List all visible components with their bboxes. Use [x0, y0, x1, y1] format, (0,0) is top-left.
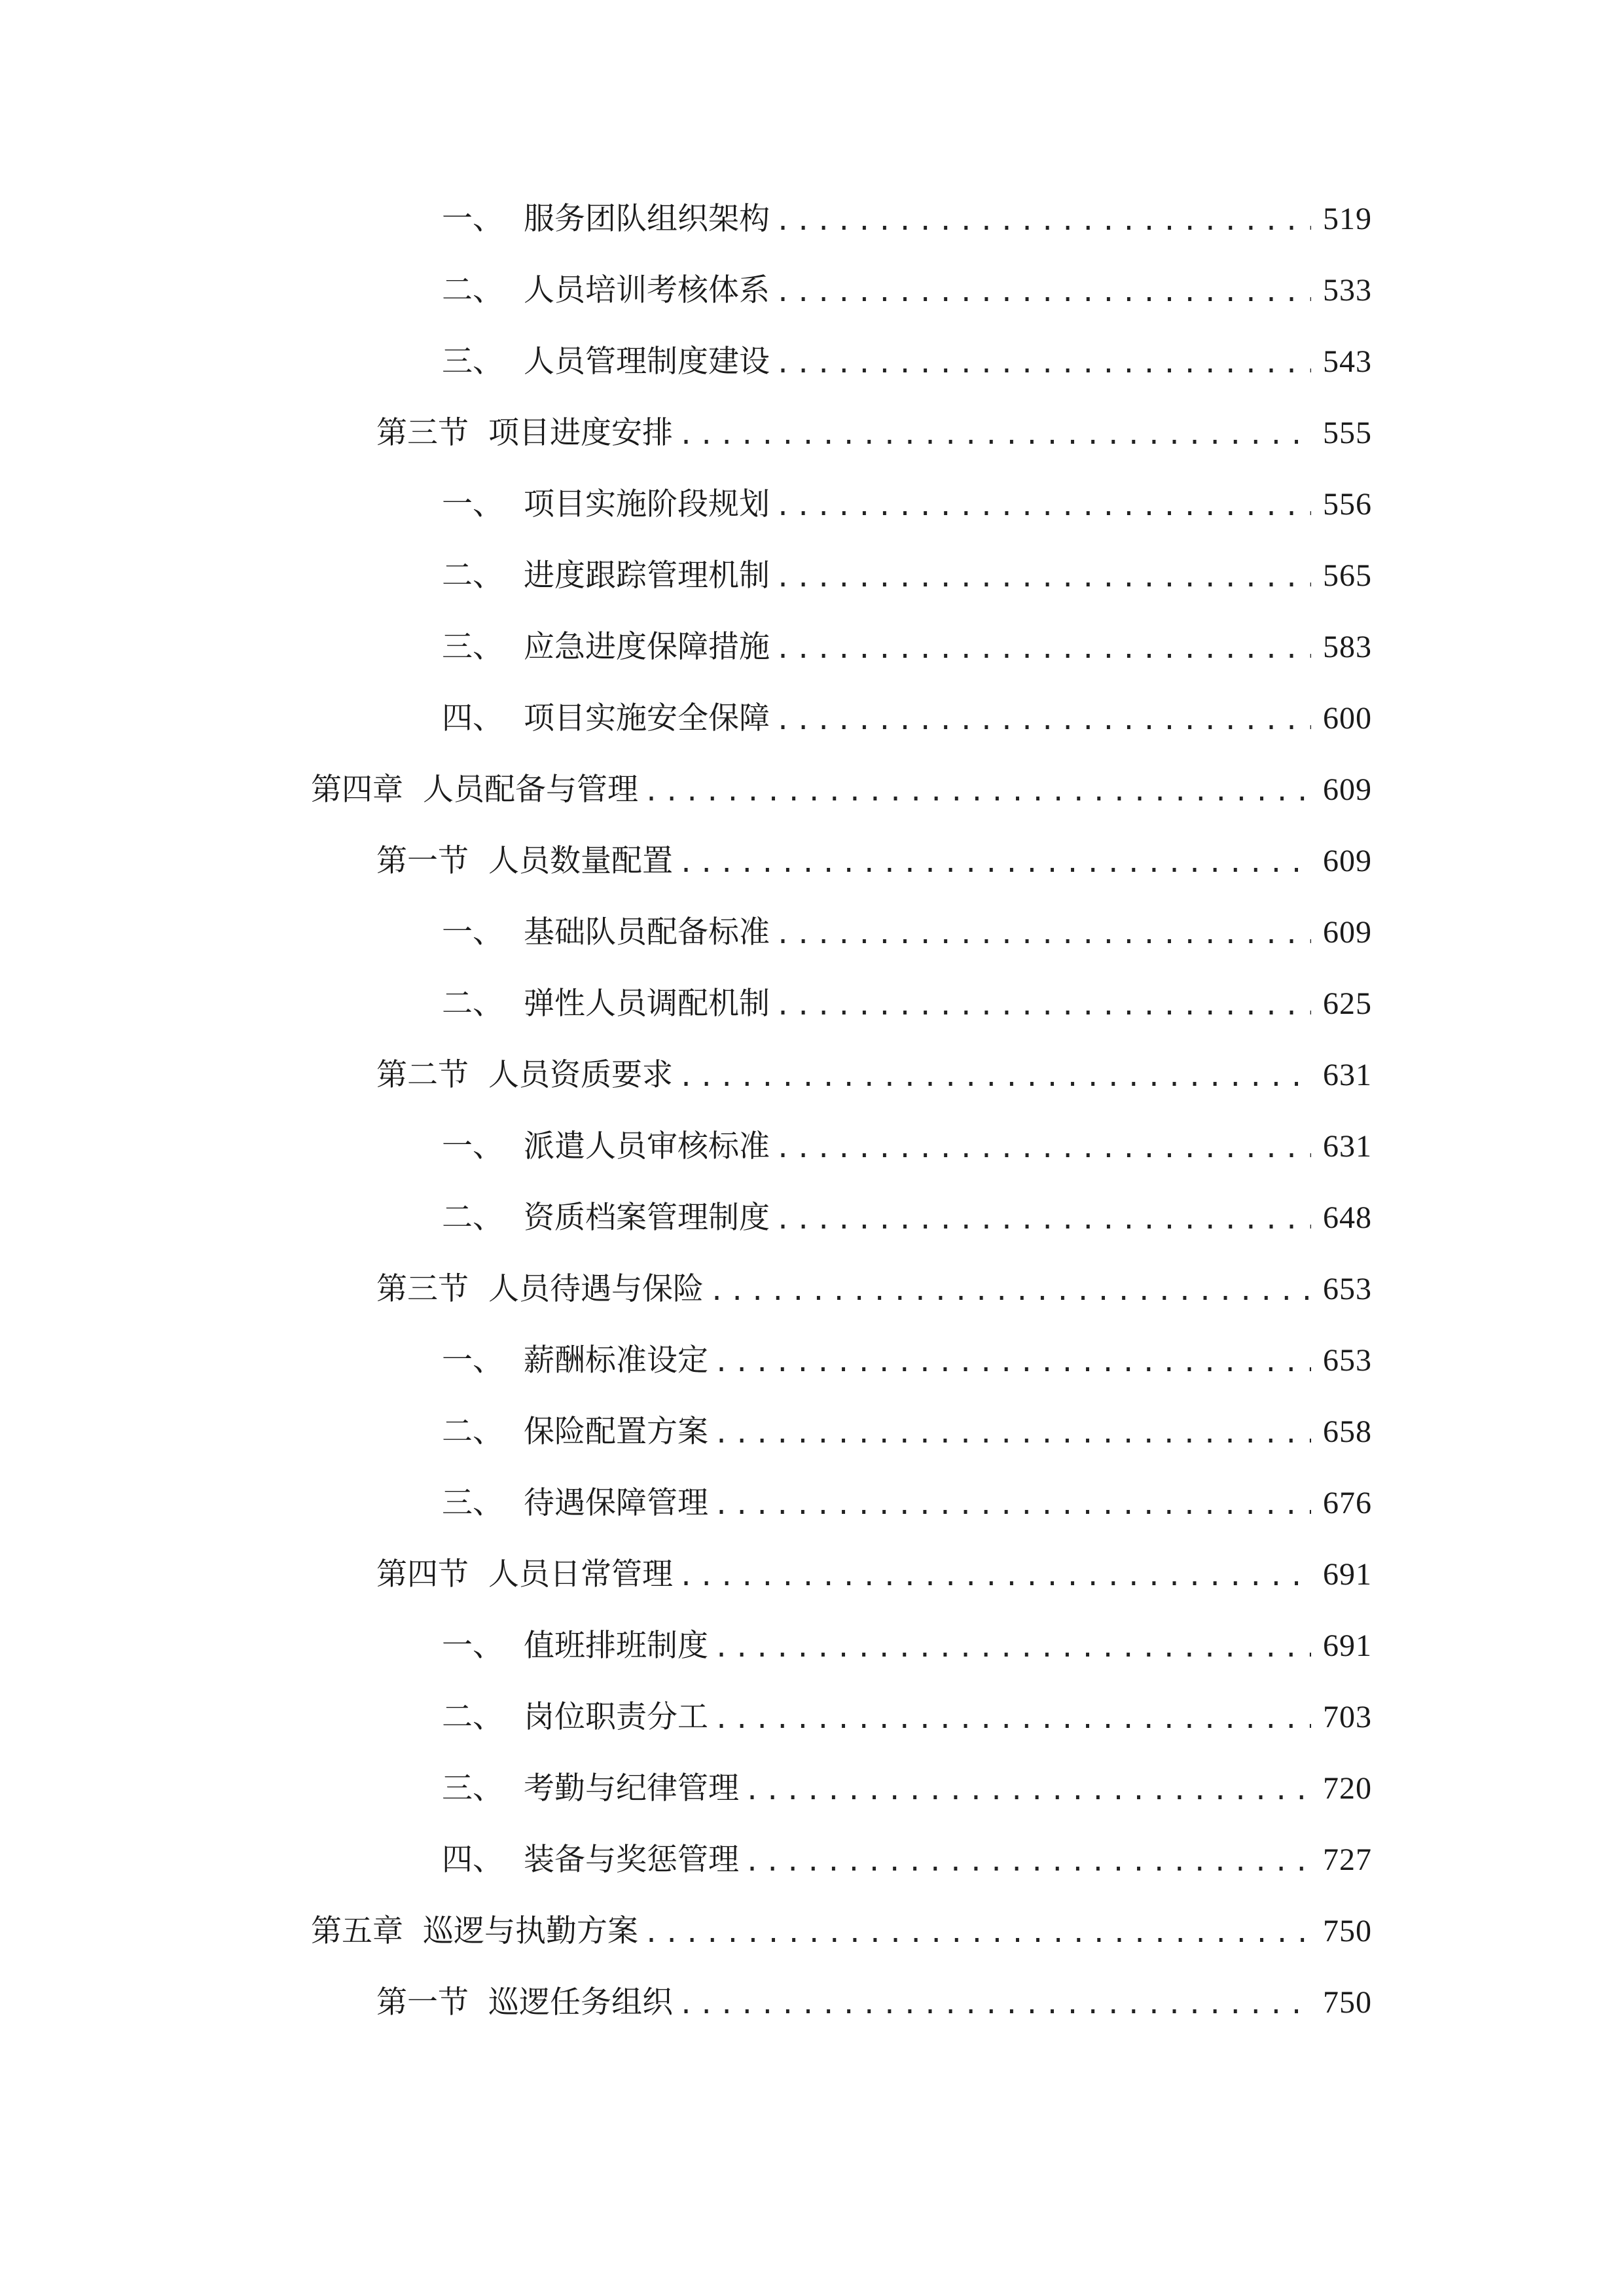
toc-entry-title: 人员日常管理 [488, 1556, 673, 1592]
dot-leader [775, 975, 1311, 1033]
toc-page-number: 543 [1323, 344, 1372, 379]
toc-entry[interactable] [442, 190, 1372, 249]
dot-leader [775, 332, 1311, 391]
dot-leader [775, 1117, 1311, 1176]
toc-entry-title: 人员资质要求 [488, 1057, 673, 1093]
toc-entry-number: 第四节 [376, 1556, 469, 1592]
toc-entry-title: 巡逻与执勤方案 [423, 1913, 638, 1949]
dot-leader [643, 761, 1311, 819]
dot-leader [775, 190, 1311, 249]
dot-leader [713, 1688, 1311, 1747]
toc-entry-number: 三、 [442, 344, 503, 380]
toc-entry-number: 一、 [442, 201, 503, 237]
toc-entry-title: 巡逻任务组织 [488, 1984, 673, 2020]
toc-entry-number: 一、 [442, 486, 503, 522]
toc-entry[interactable] [376, 832, 1372, 891]
toc-entry[interactable] [311, 761, 1372, 819]
toc-entry[interactable] [442, 1831, 1372, 1890]
toc-entry-title: 人员管理制度建设 [524, 344, 770, 380]
toc-entry-title: 薪酬标准设定 [524, 1342, 708, 1378]
toc-entry[interactable] [442, 1189, 1372, 1247]
toc-entry[interactable] [376, 404, 1372, 463]
toc-entry[interactable] [442, 1759, 1372, 1818]
toc-page-number: 631 [1323, 1058, 1372, 1092]
toc-entry-title: 保险配置方案 [524, 1414, 708, 1450]
toc-page-number: 609 [1323, 844, 1372, 878]
dot-leader [678, 404, 1311, 463]
toc-entry[interactable] [376, 1545, 1372, 1604]
toc-page-number: 703 [1323, 1700, 1372, 1734]
toc-entry-number: 二、 [442, 1414, 503, 1450]
toc-entry-title: 项目进度安排 [488, 415, 673, 451]
toc-entry[interactable] [311, 1902, 1372, 1961]
toc-entry-number: 二、 [442, 1200, 503, 1236]
dot-leader [775, 903, 1311, 962]
toc-page-number: 556 [1323, 487, 1372, 522]
toc-entry-title: 服务团队组织架构 [524, 201, 770, 237]
toc-page-number: 625 [1323, 986, 1372, 1021]
toc-entry[interactable] [442, 1617, 1372, 1676]
toc-page-number: 600 [1323, 701, 1372, 736]
toc-entry-title: 基础队员配备标准 [524, 914, 770, 950]
toc-page-number: 658 [1323, 1414, 1372, 1449]
toc-page-number: 583 [1323, 630, 1372, 664]
toc-entry-title: 待遇保障管理 [524, 1485, 708, 1521]
toc-entry-number: 二、 [442, 558, 503, 594]
toc-entry-number: 第四章 [311, 772, 403, 808]
toc-page-number: 555 [1323, 416, 1372, 450]
toc-entry-number: 三、 [442, 1485, 503, 1521]
dot-leader [713, 1617, 1311, 1676]
toc-entry-number: 第三节 [376, 1271, 469, 1307]
toc-page-number: 519 [1323, 202, 1372, 236]
toc-entry-title: 应急进度保障措施 [524, 629, 770, 665]
toc-entry-number: 二、 [442, 986, 503, 1022]
toc-entry[interactable] [442, 689, 1372, 748]
toc-entry[interactable] [442, 1474, 1372, 1533]
toc-entry[interactable] [442, 1403, 1372, 1462]
toc-entry-number: 二、 [442, 1699, 503, 1735]
toc-entry[interactable] [442, 1331, 1372, 1390]
toc-entry[interactable] [376, 1260, 1372, 1319]
toc-entry[interactable] [376, 1046, 1372, 1105]
toc-entry-number: 一、 [442, 1628, 503, 1664]
toc-entry-title: 项目实施安全保障 [524, 700, 770, 736]
toc-entry-number: 一、 [442, 1342, 503, 1378]
toc-entry-title: 人员配备与管理 [423, 772, 638, 808]
toc-entry[interactable] [442, 1117, 1372, 1176]
toc-entry[interactable] [442, 618, 1372, 677]
toc-entry-number: 四、 [442, 1842, 503, 1878]
toc-entry-title: 考勤与纪律管理 [524, 1770, 739, 1806]
toc-entry-title: 装备与奖惩管理 [524, 1842, 739, 1878]
toc-entry-number: 一、 [442, 914, 503, 950]
toc-page-number: 653 [1323, 1272, 1372, 1306]
toc-page-number: 720 [1323, 1771, 1372, 1806]
dot-leader [744, 1759, 1311, 1818]
toc-page-number: 676 [1323, 1486, 1372, 1520]
toc-entry[interactable] [442, 332, 1372, 391]
dot-leader [643, 1902, 1311, 1961]
dot-leader [713, 1331, 1311, 1390]
toc-page-number: 648 [1323, 1200, 1372, 1235]
dot-leader [678, 1046, 1311, 1105]
toc-entry-number: 第二节 [376, 1057, 469, 1093]
dot-leader [775, 689, 1311, 748]
toc-page-number: 609 [1323, 915, 1372, 950]
toc-page-number: 533 [1323, 273, 1372, 308]
toc-entry[interactable] [442, 475, 1372, 534]
toc-page-number: 691 [1323, 1628, 1372, 1663]
toc-entry-title: 派遣人员审核标准 [524, 1128, 770, 1164]
toc-entry-title: 人员待遇与保险 [488, 1271, 704, 1307]
dot-leader [744, 1831, 1311, 1890]
toc-page-number: 727 [1323, 1842, 1372, 1877]
toc-entry[interactable] [442, 903, 1372, 962]
toc-entry-title: 值班排班制度 [524, 1628, 708, 1664]
toc-page-number: 565 [1323, 558, 1372, 593]
toc-page-number: 750 [1323, 1985, 1372, 2020]
toc-entry-number: 第五章 [311, 1913, 403, 1949]
toc-entry-title: 岗位职责分工 [524, 1699, 708, 1735]
toc-entry-title: 项目实施阶段规划 [524, 486, 770, 522]
toc-entry-number: 二、 [442, 272, 503, 308]
dot-leader [713, 1403, 1311, 1462]
toc-entry-number: 第一节 [376, 1984, 469, 2020]
dot-leader [775, 618, 1311, 677]
toc-entry-number: 第一节 [376, 843, 469, 879]
dot-leader [709, 1260, 1311, 1319]
dot-leader [775, 261, 1311, 320]
toc-entry[interactable] [442, 1688, 1372, 1747]
toc-page-number: 609 [1323, 772, 1372, 807]
toc-entry-title: 进度跟踪管理机制 [524, 558, 770, 594]
toc-page-number: 691 [1323, 1557, 1372, 1592]
dot-leader [775, 547, 1311, 605]
toc-page-number: 750 [1323, 1914, 1372, 1948]
dot-leader [678, 1545, 1311, 1604]
dot-leader [678, 1973, 1311, 2032]
toc-entry[interactable] [442, 975, 1372, 1033]
toc-entry-title: 人员培训考核体系 [524, 272, 770, 308]
toc-entry-number: 三、 [442, 629, 503, 665]
toc-entry[interactable] [376, 1973, 1372, 2032]
toc-entry-title: 弹性人员调配机制 [524, 986, 770, 1022]
toc-entry-number: 第三节 [376, 415, 469, 451]
toc-entry-number: 四、 [442, 700, 503, 736]
dot-leader [678, 832, 1311, 891]
toc-entry-title: 资质档案管理制度 [524, 1200, 770, 1236]
dot-leader [713, 1474, 1311, 1533]
toc-entry-title: 人员数量配置 [488, 843, 673, 879]
toc-page-number: 631 [1323, 1129, 1372, 1164]
dot-leader [775, 1189, 1311, 1247]
toc-entry[interactable] [442, 547, 1372, 605]
toc-entry-number: 三、 [442, 1770, 503, 1806]
dot-leader [775, 475, 1311, 534]
toc-page-number: 653 [1323, 1343, 1372, 1378]
toc-entry-number: 一、 [442, 1128, 503, 1164]
toc-entry[interactable] [442, 261, 1372, 320]
